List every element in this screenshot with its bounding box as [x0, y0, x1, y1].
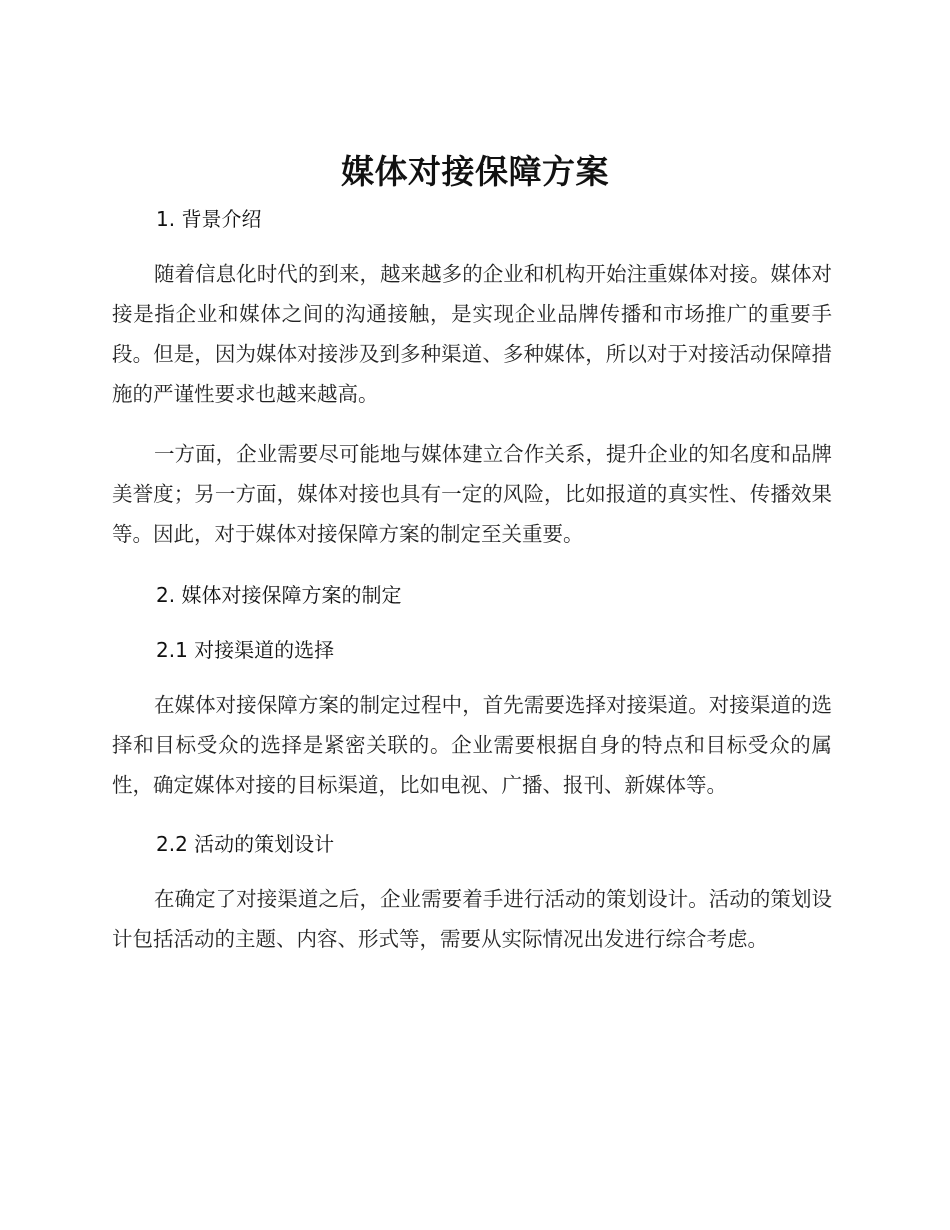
document-title: 媒体对接保障方案 — [341, 152, 609, 191]
section-heading-background: 1. 背景介绍 — [156, 207, 262, 231]
section-heading-activity: 2.2 活动的策划设计 — [156, 832, 335, 856]
section-heading-channel: 2.1 对接渠道的选择 — [156, 638, 335, 662]
section-heading-plan: 2. 媒体对接保障方案的制定 — [156, 583, 402, 607]
paragraph-channel: 在媒体对接保障方案的制定过程中，首先需要选择对接渠道。对接渠道的选择和目标受众的选择是紧密关联的。企业需要根据自身的特点和目标受众的属性，确定媒体对接的目标渠道，比如电视、广播、报刊、新媒体等。 — [112, 693, 832, 797]
paragraph-background-1: 随着信息化时代的到来，越来越多的企业和机构开始注重媒体对接。媒体对接是指企业和媒体之间的沟通接触，是实现企业品牌传播和市场推广的重要手段。但是，因为媒体对接涉及到多种渠道、多种媒体，所以对于对接活动保障措施的严谨性要求也越来越高。 — [112, 262, 832, 406]
paragraph-activity: 在确定了对接渠道之后，企业需要着手进行活动的策划设计。活动的策划设计包括活动的主题、内容、形式等，需要从实际情况出发进行综合考虑。 — [112, 887, 832, 951]
paragraph-background-2: 一方面，企业需要尽可能地与媒体建立合作关系，提升企业的知名度和品牌美誉度；另一方面，媒体对接也具有一定的风险，比如报道的真实性、传播效果等。因此，对于媒体对接保障方案的制定至关重要。 — [112, 442, 832, 546]
